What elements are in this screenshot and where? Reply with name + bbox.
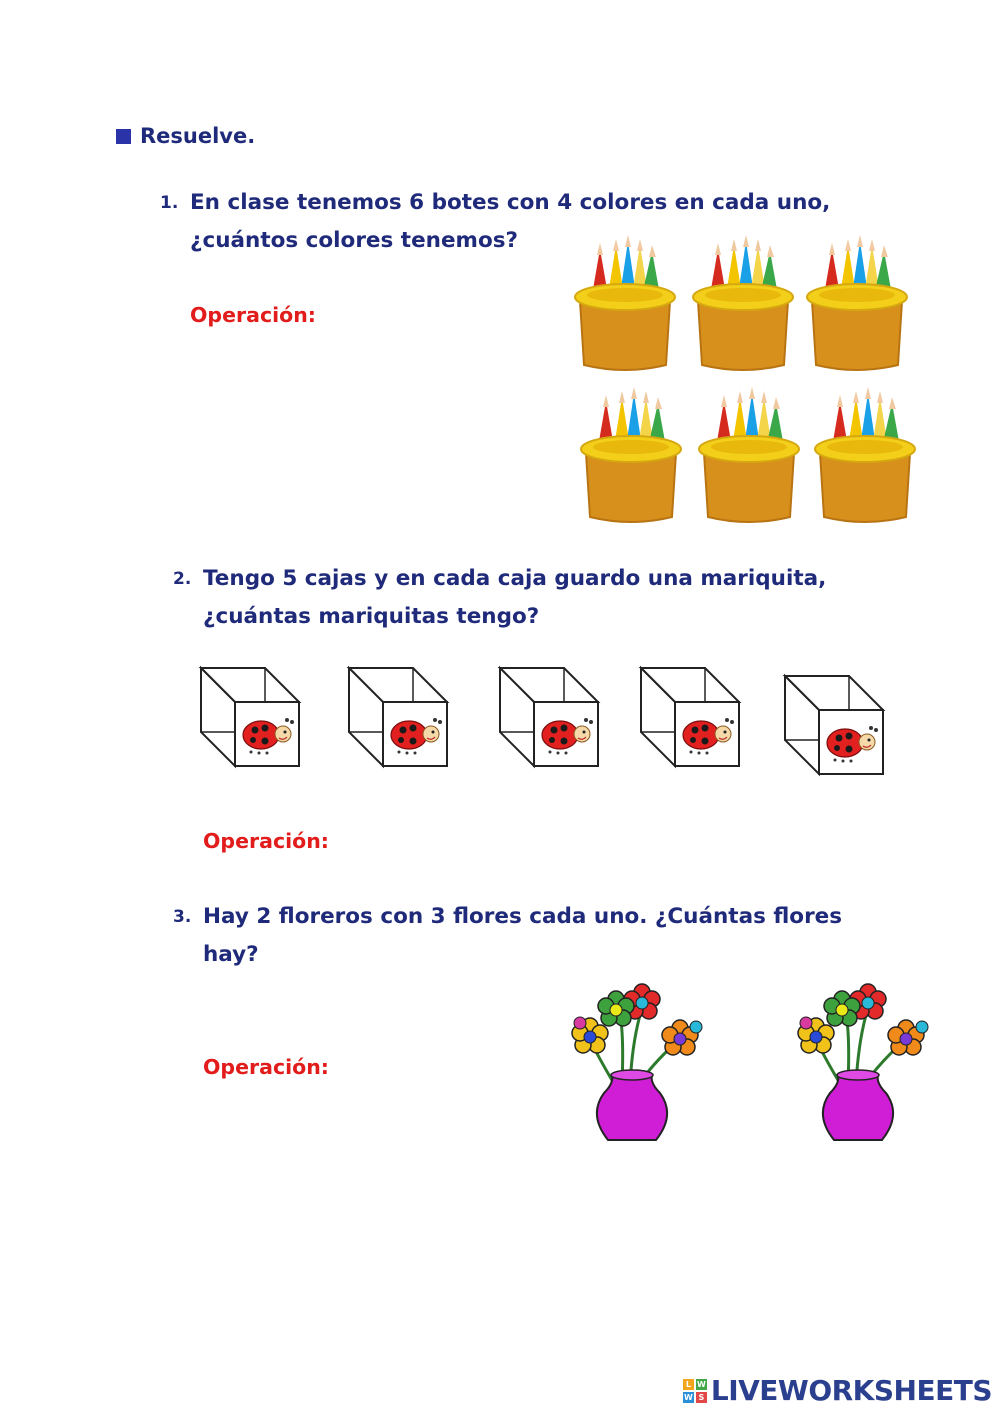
pencil-pot-icon (699, 387, 799, 522)
pencil-pot-icon (575, 235, 675, 370)
ladybug-boxes-illustration (195, 662, 895, 782)
logo-letter-s: S (696, 1392, 707, 1403)
question-2-number: 2. (173, 569, 192, 589)
logo-letter-w: W (696, 1379, 706, 1389)
square-bullet-icon (116, 129, 131, 144)
question-3-text (203, 898, 842, 974)
logo-letter-l: L (683, 1379, 694, 1390)
liveworksheets-logo[interactable] (683, 1374, 992, 1407)
pencil-pots-illustration (560, 235, 920, 535)
question-2-operation-label: Operación: (203, 829, 330, 853)
ladybug-box-icon (201, 668, 299, 766)
logo-mark-icon (683, 1379, 707, 1403)
logo-text: LIVEWORKSHEETS (710, 1374, 992, 1407)
ladybug-box-icon (785, 676, 883, 774)
ladybug-box-icon (349, 668, 447, 766)
pencil-pot-icon (581, 387, 681, 522)
flower-vases-illustration (550, 975, 950, 1150)
question-1-operation-label: Operación: (190, 303, 317, 327)
question-1-number: 1. (160, 193, 179, 213)
question-2-line-2: ¿cuántas mariquitas tengo? (203, 604, 540, 629)
question-3-line-1: Hay 2 floreros con 3 flores cada uno. ¿Cuántas flores (203, 904, 843, 929)
flower-vase-icon (798, 984, 928, 1140)
ladybug-box-icon (500, 668, 598, 766)
pencil-pot-icon (807, 235, 907, 370)
question-2-text (203, 560, 826, 636)
ladybug-box-icon (641, 668, 739, 766)
pencil-pot-icon (815, 387, 915, 522)
pencil-pot-icon (693, 235, 793, 370)
question-3-number: 3. (173, 907, 192, 927)
logo-letter-w-2: W (683, 1392, 693, 1402)
heading-text: Resuelve. (140, 124, 256, 148)
question-1-line-2: ¿cuántos colores tenemos? (190, 228, 518, 253)
section-heading (116, 124, 255, 148)
question-1-line-1: En clase tenemos 6 botes con 4 colores en cada uno, (190, 190, 831, 215)
flower-vase-icon (572, 984, 702, 1140)
question-2-line-1: Tengo 5 cajas y en cada caja guardo una mariquita, (203, 566, 827, 591)
question-3-line-2: hay? (203, 942, 259, 967)
question-3-operation-label: Operación: (203, 1055, 330, 1079)
